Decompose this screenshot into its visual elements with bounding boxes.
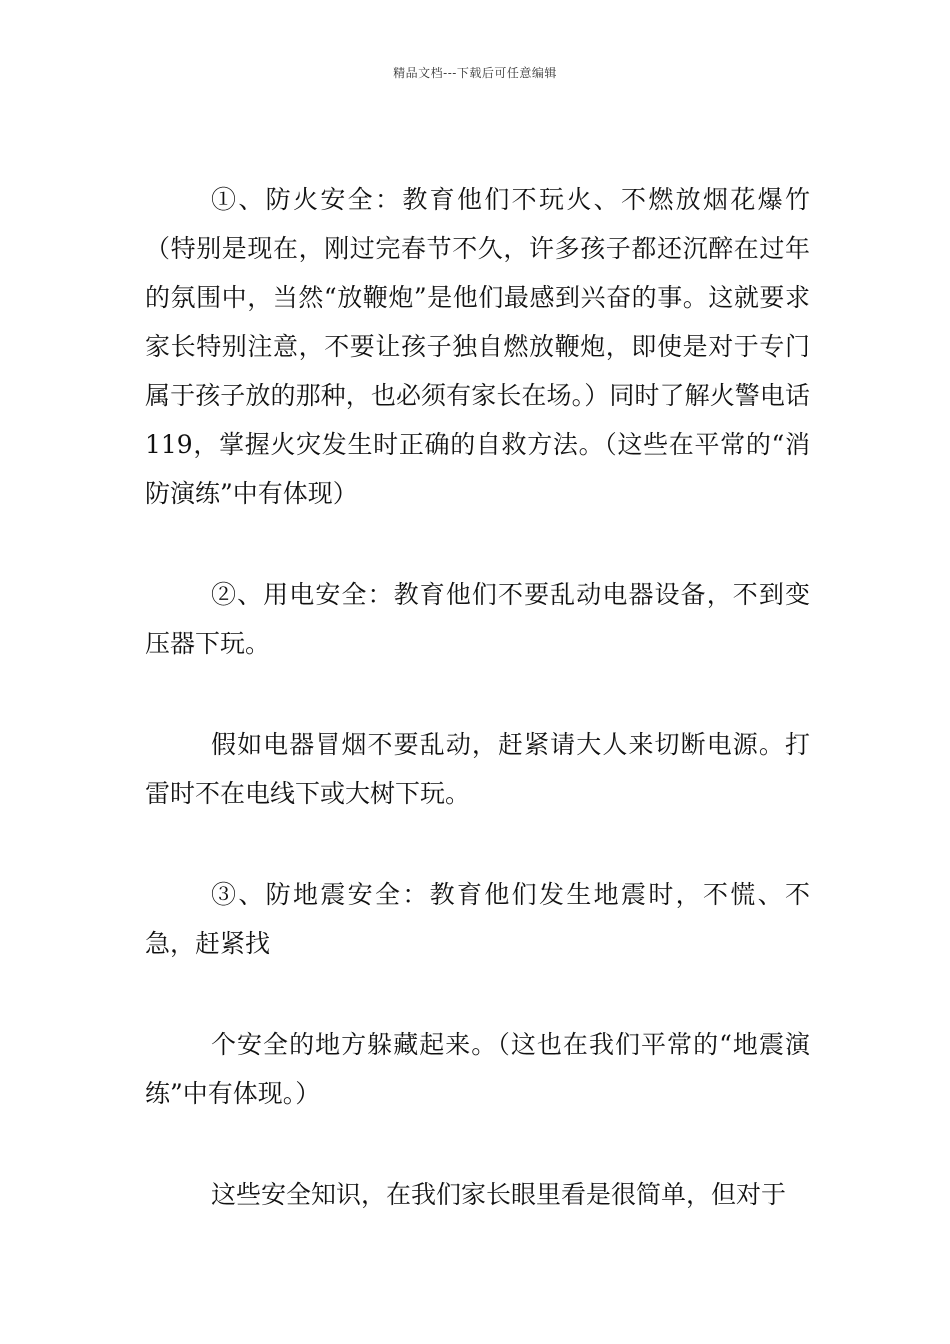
document-body	[145, 175, 810, 1271]
paragraph-earthquake-hide: 个安全的地方躲藏起来。（这也在我们平常的“地震演练”中有体现。）	[145, 1030, 810, 1108]
paragraph-knowledge-summary: 这些安全知识，在我们家长眼里看是很简单，但对于	[211, 1180, 787, 1209]
paragraph-earthquake-safety: ③、防地震安全：教育他们发生地震时，不慌、不急，赶紧找	[145, 880, 810, 958]
paragraph-electric-safety: ②、用电安全：教育他们不要乱动电器设备，不到变压器下玩。	[145, 580, 810, 658]
page-header: 精品文档---下载后可任意编辑	[393, 66, 557, 80]
paragraph-fire-safety: ①、防火安全：教育他们不玩火、不燃放烟花爆竹（特别是现在，刚过完春节不久，许多孩子都还沉醉在过年的氛围中，当然“放鞭炮”是他们最感到兴奋的事。这就要求家长特别注意，不要让孩子独自燃放鞭炮，即使是对于专门属于孩子放的那种，也必须有家长在场。）同时了解火警电话119，掌握火灾发生时正确的自救方法。（这些在平常的“消防演练”中有体现）	[145, 185, 810, 508]
paragraph-electric-smoke: 假如电器冒烟不要乱动，赶紧请大人来切断电源。打雷时不在电线下或大树下玩。	[145, 730, 810, 808]
